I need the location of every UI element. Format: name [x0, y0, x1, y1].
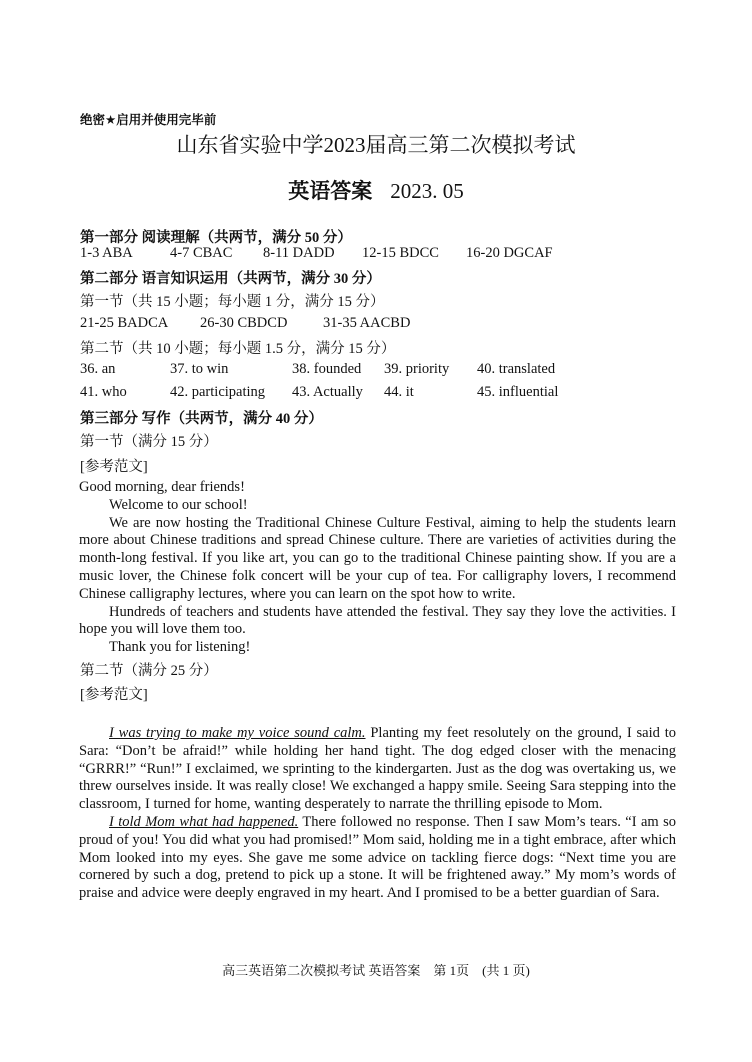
answer-group: 8-11 DADD — [263, 245, 335, 261]
answer-item: 36. an — [80, 361, 116, 377]
answer-group: 31-35 AACBD — [323, 315, 411, 331]
essay2-body: Planting my feet resolutely on the ground, I said to Sara: “Don’t be afraid!” while holding her hand tight. The dog edged closer with the menacing “GRRR!” “Run!” I exclaimed, we sprinting to the kindergarten. Just as the dog was overtaking us, we threw ourselves inside. It was really close! We exchanged a happy smile. Seeing Sara stepping into the classroom, I turned for home, wanting desperately to narrate the thrilling episode to Mom. — [79, 725, 676, 813]
essay1 — [79, 479, 676, 657]
answer-item: 38. founded — [292, 361, 362, 377]
answer-group: 16-20 DGCAF — [466, 245, 553, 261]
part2-section1-answers — [80, 315, 410, 332]
essay2-lead-sentence: I told Mom what had happened. — [109, 813, 299, 830]
answer-date: 2023. 05 — [390, 179, 464, 203]
part3-section2-heading: 第二节（满分 25 分） — [80, 663, 218, 679]
part3-heading: 第三部分 写作（共两节，满分 40 分） — [80, 411, 323, 427]
answer-item: 37. to win — [170, 361, 229, 377]
answer-title — [0, 175, 752, 205]
confidential-notice: 绝密★启用并使用完毕前 — [80, 112, 217, 127]
answer-item: 40. translated — [477, 361, 556, 377]
answer-item: 44. it — [384, 384, 414, 400]
answer-group: 21-25 BADCA — [80, 315, 169, 331]
page-footer: 高三英语第二次模拟考试 英语答案 第 1页 (共 1 页) — [222, 963, 530, 978]
essay1-welcome: Welcome to our school! — [109, 496, 248, 513]
essay2 — [79, 725, 676, 903]
answer-item: 43. Actually — [292, 384, 363, 400]
exam-title: 山东省实验中学2023届高三第二次模拟考试 — [176, 133, 576, 157]
answer-group: 4-7 CBAC — [170, 245, 233, 261]
part1-answers — [80, 245, 553, 262]
answer-subtitle: 英语答案 — [288, 179, 373, 203]
essay2-paragraph2 — [79, 814, 676, 903]
part2-section2-row2 — [80, 384, 558, 401]
answer-item: 42. participating — [170, 384, 266, 400]
essay2-paragraph1 — [79, 725, 676, 814]
essay2-body: There followed no response. Then I saw Mom’s tears. “I am so proud of you! You did what you had promised!” Mom said, holding me in a tight embrace, after which Mom looked into my eyes. She gave me some advice on tackling fierce dogs: “Next time you are cornered by such a dog, pretend to pick up a stone. It will be frightened away.” My mom’s words of praise and advice were deeply engraved in my heart. And I promised to be a better guardian of Sara. — [79, 813, 676, 902]
part2-section1-heading: 第一节（共 15 小题；每小题 1 分，满分 15 分） — [80, 294, 385, 310]
answer-item: 41. who — [80, 384, 127, 400]
answer-item: 45. influential — [477, 384, 559, 400]
part1-heading: 第一部分 阅读理解（共两节，满分 50 分） — [80, 230, 352, 246]
essay1-closing: Thank you for listening! — [109, 639, 251, 656]
part3-section1-heading: 第一节（满分 15 分） — [80, 434, 218, 450]
essay1-paragraph: We are now hosting the Traditional Chinese Culture Festival, aiming to help the students learn more about Chinese traditions and spread Chinese culture. There are varieties of activities during the month-long festival. If you like art, you can go to the traditional Chinese painting show. If you are a music lover, the Chinese folk concert will be your cup of tea. For calligraphy lovers, I recommend Chinese calligraphy lectures, where you can learn on the spot how to write. — [79, 514, 676, 602]
essay2-lead-sentence: I was trying to make my voice sound calm. — [109, 725, 366, 741]
part2-section2-heading: 第二节（共 10 小题；每小题 1.5 分，满分 15 分） — [80, 341, 396, 357]
answer-group: 26-30 CBDCD — [200, 315, 288, 331]
sample-essay-label: [参考范文] — [80, 687, 148, 703]
sample-essay-label: [参考范文] — [80, 459, 148, 475]
essay1-greeting: Good morning, dear friends! — [79, 479, 245, 495]
part2-heading: 第二部分 语言知识运用（共两节，满分 30 分） — [80, 271, 381, 287]
answer-group: 12-15 BDCC — [362, 245, 439, 261]
answer-group: 1-3 ABA — [80, 245, 133, 261]
essay1-paragraph: Hundreds of teachers and students have attended the festival. They say they love the activities. I hope you will love them too. — [79, 603, 676, 638]
part2-section2-row1 — [80, 361, 555, 378]
answer-item: 39. priority — [384, 361, 450, 377]
